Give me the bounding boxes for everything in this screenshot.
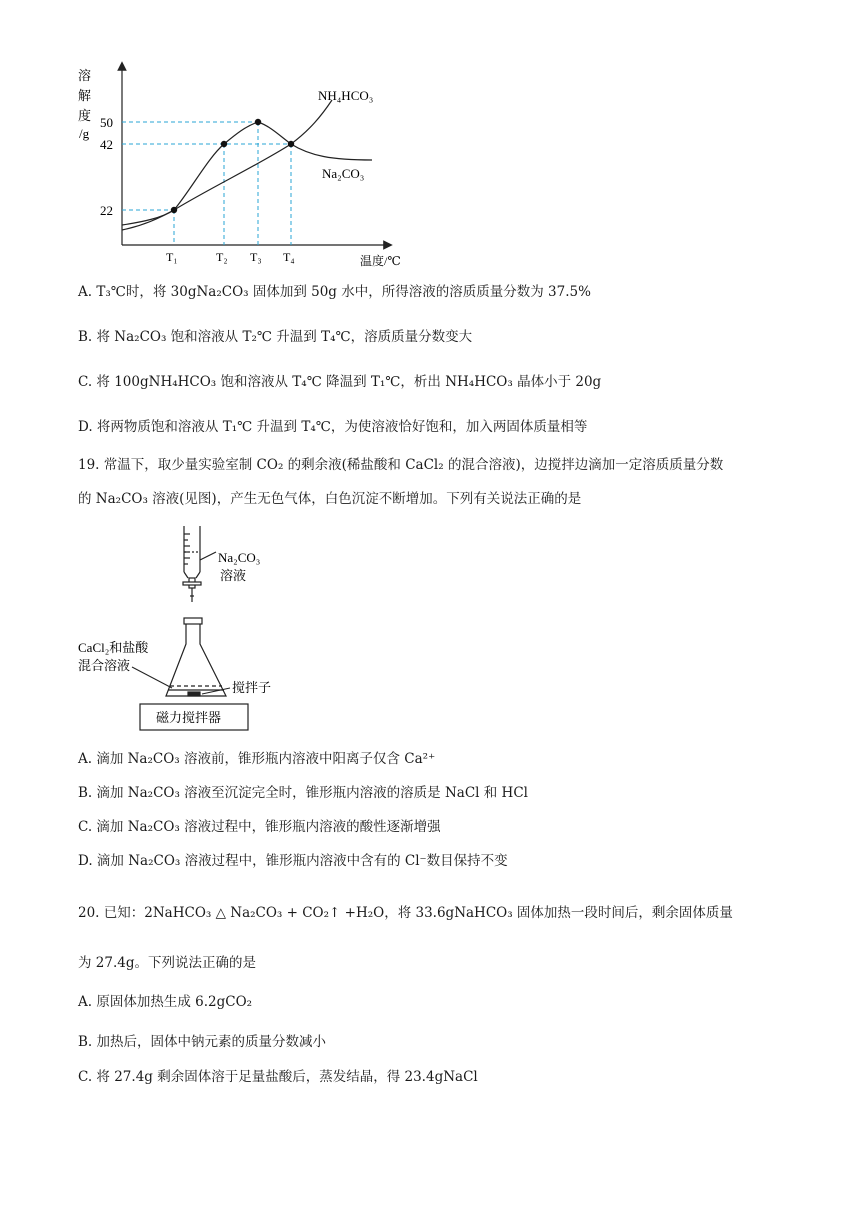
titration-apparatus-figure — [76, 522, 286, 734]
data-point — [255, 119, 261, 125]
data-point — [221, 141, 227, 147]
base-label: 磁力搅拌器 — [156, 710, 222, 725]
y-label-char: /g — [79, 126, 90, 141]
flask-label-pointer — [132, 667, 172, 688]
q20-stem-line1: 20. 已知：2NaHCO₃ △ Na₂CO₃ + CO₂↑ +H₂O，将 33.6gNaHCO₃ 固体加热一段时间后，剩余固体质量 — [78, 905, 733, 921]
q19-option-b: B. 滴加 Na₂CO₃ 溶液至沉淀完全时，锥形瓶内溶液的溶质是 NaCl 和 HCl — [78, 785, 528, 801]
q18-option-d: D. 将两物质饱和溶液从 T₁℃ 升温到 T₄℃，为使溶液恰好饱和，加入两固体质量相等 — [78, 419, 588, 435]
series-label-na2co3: Na₂CO₃ — [322, 166, 365, 181]
burette-label: 溶液 — [220, 568, 247, 583]
burette-label: Na₂CO₃ — [218, 550, 261, 565]
y-tick-label: 50 — [100, 115, 113, 130]
q18-option-b: B. 将 Na₂CO₃ 饱和溶液从 T₂℃ 升温到 T₄℃，溶质质量分数变大 — [78, 329, 473, 345]
x-tick-label: T₁ — [166, 250, 178, 264]
q19-stem-line2: 的 Na₂CO₃ 溶液(见图)，产生无色气体，白色沉淀不断增加。下列有关说法正确的是 — [78, 491, 582, 507]
y-tick-label: 22 — [100, 203, 113, 218]
q19-stem-line1: 19. 常温下，取少量实验室制 CO₂ 的剩余液(稀盐酸和 CaCl₂ 的混合溶液)，边搅拌边滴加一定溶质质量分数 — [78, 457, 724, 473]
y-label-char: 解 — [78, 88, 92, 103]
x-tick-label: T₄ — [283, 250, 295, 264]
stirrer-label-pointer — [202, 688, 230, 694]
q20-option-a: A. 原固体加热生成 6.2gCO₂ — [78, 994, 253, 1010]
stirrer-label: 搅拌子 — [232, 680, 272, 695]
q20-option-b: B. 加热后，固体中钠元素的质量分数减小 — [78, 1034, 327, 1050]
q19-option-c: C. 滴加 Na₂CO₃ 溶液过程中，锥形瓶内溶液的酸性逐渐增强 — [78, 819, 441, 835]
y-tick-label: 42 — [100, 137, 113, 152]
q20-option-c: C. 将 27.4g 剩余固体溶于足量盐酸后，蒸发结晶，得 23.4gNaCl — [78, 1069, 478, 1085]
x-tick-label: T₂ — [216, 250, 228, 264]
q18-option-a: A. T₃℃时，将 30gNa₂CO₃ 固体加到 50g 水中，所得溶液的溶质质量分数为 37.5% — [78, 284, 591, 300]
y-label-char: 度 — [78, 108, 92, 123]
q19-option-a: A. 滴加 Na₂CO₃ 溶液前，锥形瓶内溶液中阳离子仅含 Ca²⁺ — [78, 751, 436, 767]
q20-stem-line2: 为 27.4g。下列说法正确的是 — [78, 955, 256, 971]
series-label-nh4hco3: NH₄HCO₃ — [318, 88, 374, 103]
flask-label: 混合溶液 — [78, 658, 131, 673]
data-point — [171, 207, 177, 213]
q18-option-c: C. 将 100gNH₄HCO₃ 饱和溶液从 T₄℃ 降温到 T₁℃，析出 NH₄HCO₃ 晶体小于 20g — [78, 374, 602, 390]
burette-icon — [183, 526, 216, 602]
x-tick-label: T₃ — [250, 250, 262, 264]
q19-option-d: D. 滴加 Na₂CO₃ 溶液过程中，锥形瓶内溶液中含有的 Cl⁻数目保持不变 — [78, 853, 508, 869]
x-axis-label: 温度/℃ — [360, 254, 401, 268]
y-label-char: 溶 — [78, 68, 92, 83]
flask-icon — [166, 618, 226, 696]
solubility-chart — [70, 60, 430, 270]
flask-label: CaCl₂和盐酸 — [78, 640, 149, 655]
data-point — [288, 141, 294, 147]
